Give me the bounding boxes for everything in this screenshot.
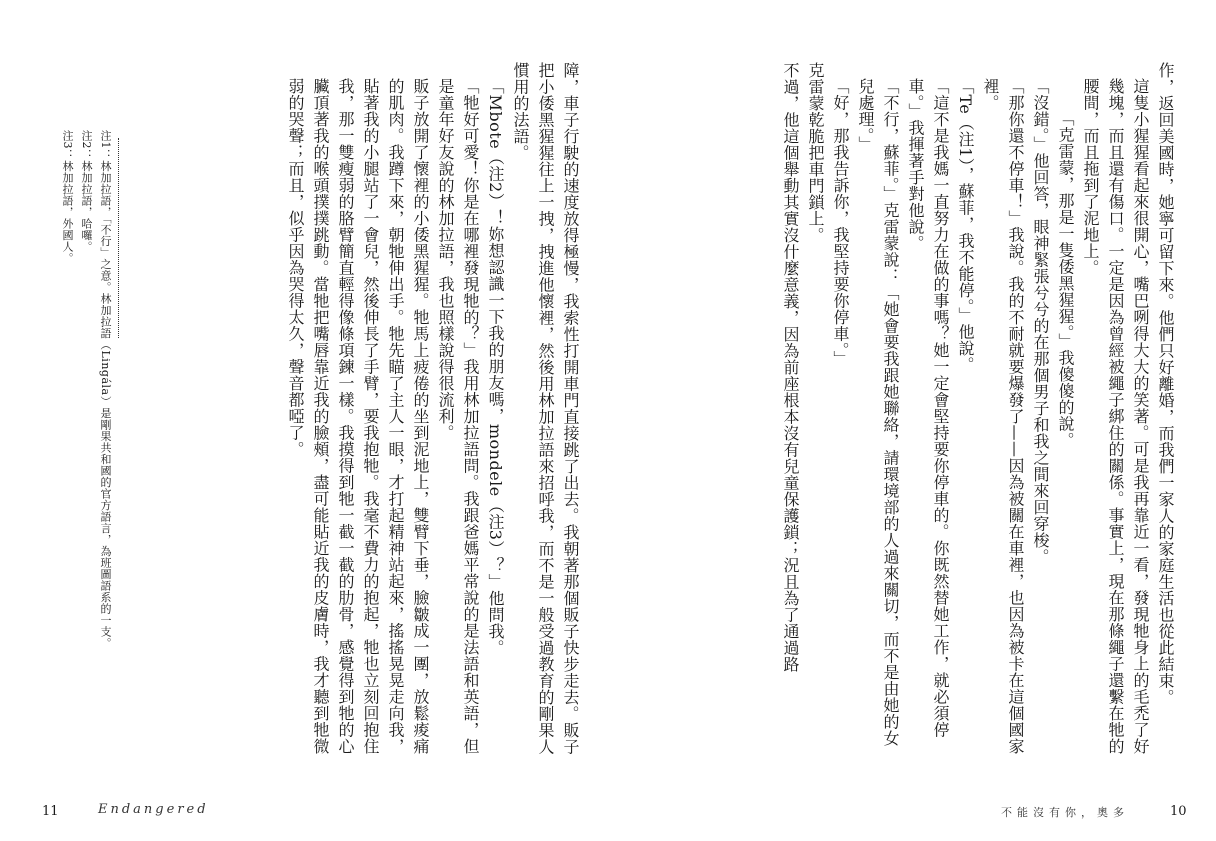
- footnotes: [45, 130, 115, 770]
- paragraph: 「克雷蒙，那是一隻倭黑猩猩。」我傻傻的說。: [1056, 110, 1075, 449]
- paragraph: 不過，他這個舉動其實沒什麼意義，因為前座根本沒有兒童保護鎖；況且為了通過路: [781, 62, 800, 673]
- right-page-body: [630, 62, 1178, 762]
- page-number: 11: [42, 804, 59, 819]
- footnote: 注3：林加拉語，外國人。: [61, 130, 74, 264]
- running-head: 不能沒有你，奧多: [1001, 806, 1129, 819]
- footnote: 注1：林加拉語，「不行」之意。林加拉語（Lingála）是剛果共和國的官方語言，為班圖語系的一支。: [99, 130, 112, 649]
- paragraph: 「Te（注1），蘇菲，我不能停。」他說。: [956, 78, 975, 374]
- paragraph: 克雷蒙乾脆把車門鎖上。: [806, 62, 825, 244]
- paragraph: 「好，那我告訴你，我堅持要你停車。」: [831, 78, 850, 367]
- running-head: Endangered: [98, 802, 209, 817]
- paragraph: 作，返回美國時，她寧可留下來。他們只好離婚，而我們一家人的家庭生活也從此結束。: [1156, 62, 1175, 706]
- paragraph: 「這不是我媽一直努力在做的事嗎？她一定會堅持要你停車的。你既然替她工作，就必須停車。」我揮著手對他說。: [906, 78, 950, 738]
- paragraph: 這隻小猩猩看起來很開心，嘴巴咧得大大的笑著。可是我再靠近一看，發現牠身上的毛禿了好幾塊，而且還有傷口。一定是因為曾經被繩子綁住的關係。事實上，現在那條繩子還繫在牠的腰間，而且拖到了泥地上。: [1081, 78, 1150, 755]
- paragraph: 「Mbote（注2）！妳想認識一下我的朋友嗎，mondele（注3）？」他問我。: [486, 78, 505, 656]
- page-number: 10: [1170, 804, 1187, 819]
- footnote-separator: [118, 138, 119, 338]
- paragraph: 障，車子行駛的速度放得極慢，我索性打開車門直接跳了出去。我朝著那個販子快步走去。販子把小倭黑猩猩往上一拽，拽進他懷裡，然後用林加拉語來招呼我，而不是一般受過教育的剛果人慣用的法語。: [511, 62, 580, 755]
- paragraph: 「那你還不停車！」我說。我的不耐就要爆發了——因為被關在車裡，也因為被卡在這個國家裡。: [981, 78, 1025, 755]
- footnote: 注2：林加拉語，哈囉。: [80, 130, 93, 253]
- right-page: [608, 0, 1216, 841]
- paragraph: 「牠好可愛！你是在哪裡發現牠的？」我用林加拉語問。我跟爸媽平常說的是法語和英語，但是童年好友說的林加拉語，我也照樣說得很流利。: [436, 78, 480, 755]
- paragraph: 「不行，蘇菲。」克雷蒙說：「她會要我跟她聯絡，請環境部的人過來關切，而不是由她的女兒處理。」: [856, 78, 900, 747]
- left-page-body: [283, 62, 583, 762]
- paragraph: 「沒錯。」他回答，眼神緊張兮兮的在那個男子和我之間來回穿梭。: [1031, 78, 1050, 565]
- paragraph: 販子放開了懷裡的小倭黑猩猩。牠馬上疲倦的坐到泥地上，雙臂下垂，臉皺成一團，放鬆痠痛的肌肉。我蹲下來，朝牠伸出手。牠先瞄了主人一眼，才打起精神站起來，搖搖晃晃走向我，貼著我的小腿站了一會兒，然後伸長了手臂，要我抱牠。我毫不費力的抱起，牠也立刻回抱住我，那一雙瘦弱的胳臂簡直輕得像條項鍊一樣。我摸得到牠一截一截的肋骨，感覺得到牠的心臟頂著我的喉頭撲撲跳動。當牠把嘴唇靠近我的臉頰，盡可能貼近我的皮膚時，我才聽到牠微弱的哭聲；而且，似乎因為哭得太久，聲音都啞了。: [286, 78, 430, 755]
